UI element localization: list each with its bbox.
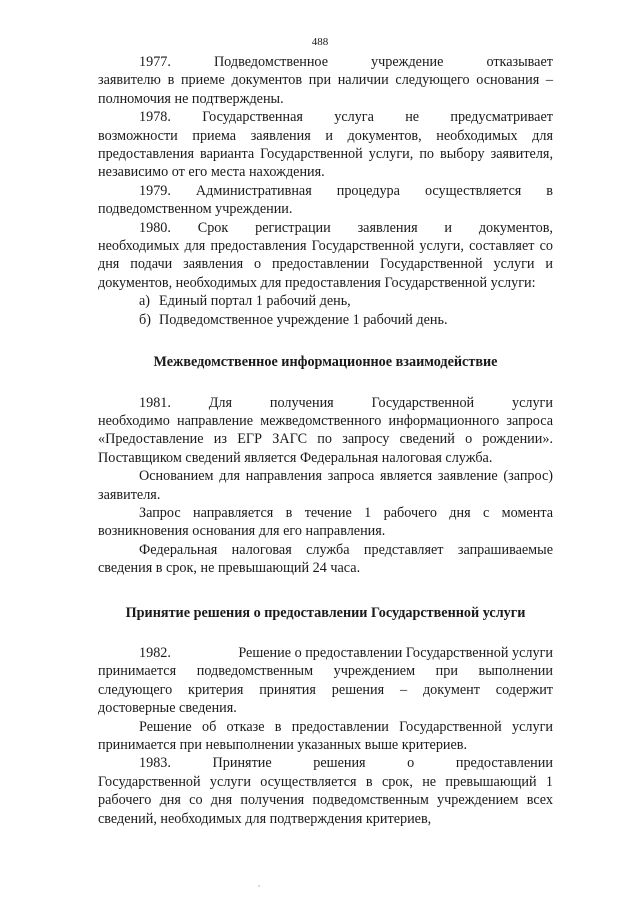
paragraph-number: 1977. xyxy=(139,54,171,70)
word: заявления xyxy=(357,219,418,236)
word: не xyxy=(405,109,420,126)
word: процедура xyxy=(336,182,400,199)
paragraph-1979 xyxy=(98,182,553,219)
paragraph-number: 1981. xyxy=(139,394,171,411)
paragraph-first-line xyxy=(139,644,553,662)
paragraph-first-line xyxy=(139,108,553,126)
list-item-text: Единый портал 1 рабочий день, xyxy=(159,293,351,310)
word: решения xyxy=(313,755,366,772)
paragraph-number: 1983. xyxy=(139,755,171,772)
word: предоставлении xyxy=(455,755,553,772)
word: Принятие xyxy=(212,755,272,772)
word: Государственная xyxy=(202,109,303,126)
paragraph-text: принимается подведомственным учреждением при выполнении следующего критерия принятия решения – документ содержит достоверные сведения. xyxy=(98,663,553,717)
paragraph-first-line xyxy=(139,219,553,237)
paragraph-1978 xyxy=(98,108,553,182)
paragraph-number: 1978. xyxy=(139,109,171,126)
paragraph-1982 xyxy=(98,644,553,718)
word: Решение о предоставлении Государственной услуги xyxy=(238,644,553,661)
paragraph-first-line xyxy=(139,394,553,412)
word: получения xyxy=(269,394,334,411)
paragraph-1977 xyxy=(98,53,553,108)
paragraph-number: 1980. xyxy=(139,219,171,236)
paragraph-request-basis: Основанием для направления запроса является заявление (запрос) заявителя. xyxy=(98,468,553,503)
word: Срок xyxy=(197,219,229,236)
paragraph-first-line xyxy=(139,53,553,71)
paragraph-first-line xyxy=(139,182,553,200)
word: Для xyxy=(208,394,233,411)
document-body xyxy=(98,53,553,828)
paragraph-first-line xyxy=(139,754,553,772)
paragraph-text: возможности приема заявления и документов, необходимых для предоставления варианта Государственной услуги, по выбору заявителя, независимо от его места нахождения. xyxy=(98,127,553,181)
word: осуществляется xyxy=(424,182,522,199)
section-heading-interagency: Межведомственное информационное взаимодействие xyxy=(153,354,498,371)
word: услуги xyxy=(511,394,553,411)
list-item xyxy=(139,292,553,310)
paragraph-text: необходимых для предоставления Государственной услуги, составляет со дня подачи заявления о предоставлении Государственной услуги и документов, необходимых для предоставления Государственной услуги: xyxy=(98,238,553,291)
scan-speck xyxy=(258,885,260,887)
paragraph-text: Государственной услуги осуществляется в срок, не превышающий 1 рабочего дня со дня получения подведомственным учреждением всех сведений, необходимых для подтверждения критериев, xyxy=(98,773,553,827)
paragraph-number: 1979. xyxy=(139,182,171,199)
list-marker: б) xyxy=(139,311,151,328)
word: о xyxy=(407,755,415,772)
word: Государственной xyxy=(371,394,475,411)
word: и xyxy=(444,219,452,236)
paragraph-1983 xyxy=(98,754,553,828)
list-item xyxy=(139,311,553,329)
paragraph-text: подведомственном учреждении. xyxy=(98,201,293,218)
paragraph-tax-service: Федеральная налоговая служба представляет запрашиваемые сведения в срок, не превышающий 24 часа. xyxy=(98,541,553,577)
paragraph-text: заявителю в приеме документов при наличии следующего основания – полномочия не подтверждены. xyxy=(98,72,553,107)
page-number: 488 xyxy=(311,36,329,48)
paragraph-1981 xyxy=(98,394,553,468)
word: Подведомственное xyxy=(213,54,328,70)
word: услуга xyxy=(334,109,374,126)
paragraph-request-timing: Запрос направляется в течение 1 рабочего дня с момента возникновения основания для его направления. xyxy=(98,504,553,540)
word: предусматривает xyxy=(450,109,553,126)
paragraph-1980 xyxy=(98,219,553,329)
paragraph-number: 1982. xyxy=(139,644,171,661)
word: регистрации xyxy=(255,219,331,236)
word: в xyxy=(546,182,553,199)
list-marker: а) xyxy=(139,293,151,310)
word: отказывает xyxy=(486,54,553,70)
paragraph-text: необходимо направление межведомственного информационного запроса «Предоставление из ЕГР ЗАГС по запросу сведений о рождении». Поставщиком сведений является Федеральная налоговая служба. xyxy=(98,412,553,466)
word: документов, xyxy=(478,219,553,236)
section-heading-decision: Принятие решения о предоставлении Государственной услуги xyxy=(125,604,526,621)
paragraph-refusal: Решение об отказе в предоставлении Государственной услуги принимается при невыполнении указанных выше критериев. xyxy=(98,718,553,753)
word: Административная xyxy=(195,182,312,199)
word: учреждение xyxy=(371,54,444,70)
list-item-text: Подведомственное учреждение 1 рабочий день. xyxy=(159,311,448,328)
